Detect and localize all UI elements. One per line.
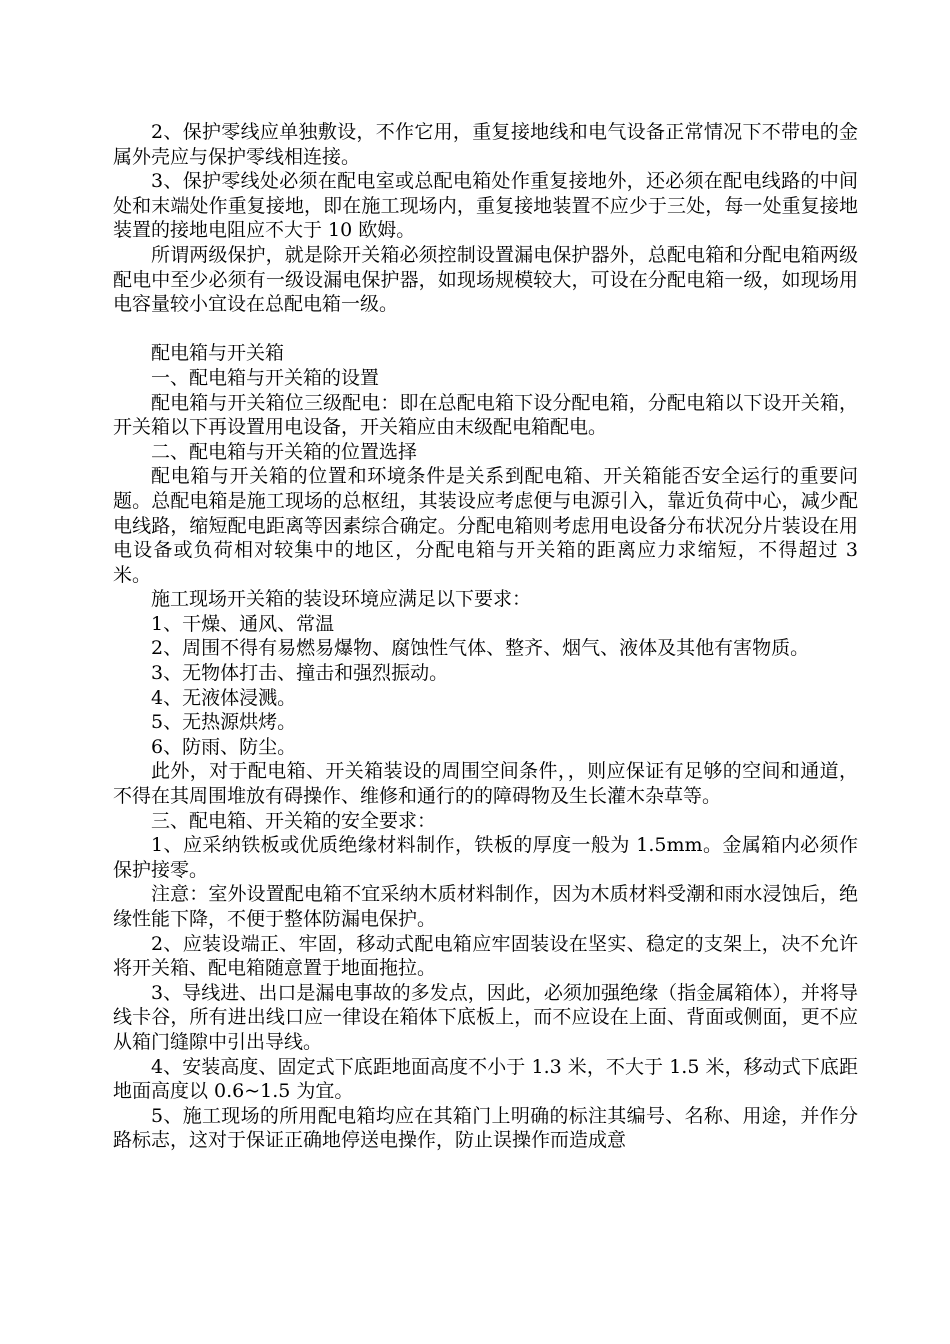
paragraph-5: 配电箱与开关箱的位置和环境条件是关系到配电箱、开关箱能否安全运行的重要问题。总配电箱是施工现场的总枢纽，其装设应考虑便与电源引入，靠近负荷中心，减少配电线路，缩短配电距离等因素综合确定。分配电箱则考虑用电设备分布状况分片装设在用电设备或负荷相对较集中的地区，分配电箱与开关箱的距离应力求缩短，不得超过 3 米。 bbox=[113, 465, 858, 586]
paragraph-6: 施工现场开关箱的装设环境应满足以下要求： bbox=[151, 588, 532, 611]
requirement-4: 4、安装高度、固定式下底距地面高度不小于 1.3 米，不大于 1.5 米，移动式下底距地面高度以 0.6~1.5 为宜。 bbox=[113, 1055, 858, 1103]
subheading-2: 二、配电箱与开关箱的位置选择 bbox=[151, 440, 418, 463]
section-heading: 配电箱与开关箱 bbox=[151, 342, 285, 365]
paragraph-2: 3、保护零线处必须在配电室或总配电箱处作重复接地外，还必须在配电线路的中间处和末端处作重复接地，即在施工现场内，重复接地装置不应少于三处，每一处重复接地装置的接地电阻应不大于 10 欧姆。 bbox=[113, 170, 858, 242]
note: 注意：室外设置配电箱不宜采纳木质材料制作，因为木质材料受潮和雨水浸蚀后，绝缘性能下降，不便于整体防漏电保护。 bbox=[113, 883, 858, 930]
paragraph-1: 2、保护零线应单独敷设，不作它用，重复接地线和电气设备正常情况下不带电的金属外壳应与保护零线相连接。 bbox=[113, 121, 858, 168]
subheading-3: 三、配电箱、开关箱的安全要求： bbox=[151, 809, 437, 832]
list-item-3: 3、无物体打击、撞击和强烈振动。 bbox=[151, 662, 449, 685]
list-item-2: 2、周围不得有易燃易爆物、腐蚀性气体、整齐、烟气、液体及其他有害物质。 bbox=[151, 637, 810, 660]
document-page bbox=[113, 120, 858, 1153]
list-item-1: 1、干燥、通风、常温 bbox=[151, 612, 335, 635]
requirement-5: 5、施工现场的所用配电箱均应在其箱门上明确的标注其编号、名称、用途，并作分路标志，这对于保证正确地停送电操作，防止误操作而造成意 bbox=[113, 1104, 858, 1152]
subheading-1: 一、配电箱与开关箱的设置 bbox=[151, 366, 380, 389]
list-item-5: 5、无热源烘烤。 bbox=[151, 711, 297, 734]
paragraph-3: 所谓两级保护，就是除开关箱必须控制设置漏电保护器外，总配电箱和分配电箱两级配电中至少必须有一级设漏电保护器，如现场规模较大，可设在分配电箱一级，如现场用电容量较小宜设在总配电箱一级。 bbox=[113, 243, 858, 316]
list-item-6: 6、防雨、防尘。 bbox=[151, 735, 297, 758]
requirement-2: 2、应装设端正、牢固，移动式配电箱应牢固装设在坚实、稳定的支架上，决不允许将开关箱、配电箱随意置于地面拖拉。 bbox=[113, 932, 858, 980]
paragraph-7: 此外，对于配电箱、开关箱装设的周围空间条件，，则应保证有足够的空间和通道，不得在其周围堆放有碍操作、维修和通行的的障碍物及生长灌木杂草等。 bbox=[113, 760, 858, 808]
list-item-4: 4、无液体浸溅。 bbox=[151, 686, 297, 709]
paragraph-4: 配电箱与开关箱位三级配电：即在总配电箱下设分配电箱，分配电箱以下设开关箱，开关箱以下再设置用电设备，开关箱应由末级配电箱配电。 bbox=[113, 391, 858, 439]
requirement-1: 1、应采纳铁板或优质绝缘材料制作，铁板的厚度一般为 1.5mm。金属箱内必须作保护接零。 bbox=[113, 834, 858, 881]
blank-line bbox=[113, 317, 858, 342]
requirement-3: 3、导线进、出口是漏电事故的多发点，因此，必须加强绝缘（指金属箱体），并将导线卡谷，所有进出线口应一律设在箱体下底板上，而不应设在上面、背面或侧面，更不应从箱门缝隙中引出导线。 bbox=[113, 981, 858, 1053]
